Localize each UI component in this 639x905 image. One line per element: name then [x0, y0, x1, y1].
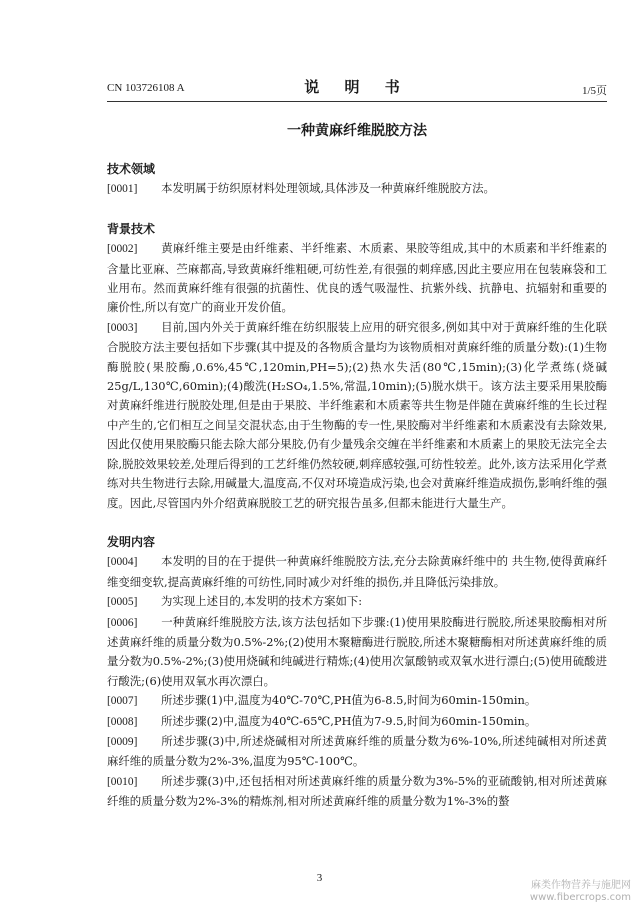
header-divider: [107, 101, 607, 102]
document-title: 一种黄麻纤维脱胶方法: [287, 123, 427, 139]
paragraph-text: 一种黄麻纤维脱胶方法,该方法包括如下步骤:(1)使用果胶酶进行脱胶,所述果胶酶相对所述黄麻纤维的质量分数为0.5%-2%;(2)使用木聚糖酶进行脱胶,所述木聚糖酶相对所述黄麻纤维的质量分数为0.5%-2%;(3)使用烧碱和纯碱进行精炼;(4)使用次氯酸钠或双氧水进行漂白;(5)使用硫酸进行酸洗;(6)使用双氧水再次漂白。: [107, 614, 607, 688]
paragraph-0005: [107, 592, 607, 612]
paragraph-text: 所述步骤(2)中,温度为40℃-65℃,PH值为7-9.5,时间为60min-150min。: [161, 713, 537, 728]
document-body: [107, 160, 607, 812]
section-title: 说 明 书: [304, 78, 410, 96]
watermark: [530, 880, 631, 904]
paragraph-text: 所述步骤(3)中,还包括相对所述黄麻纤维的质量分数为3%-5%的亚硫酸钠,相对所述黄麻纤维的质量分数为2%-3%的精炼剂,相对所述黄麻纤维的质量分数为1%-3%的螯: [107, 773, 607, 809]
paragraph-0004: [107, 552, 607, 592]
paragraph-0006: [107, 613, 607, 692]
paragraph-number: [0005]: [107, 596, 138, 609]
paragraph-text: 所述步骤(1)中,温度为40℃-70℃,PH值为6-8.5,时间为60min-150min。: [161, 693, 537, 708]
heading-tech-field: 技术领域: [107, 162, 156, 176]
paragraph-text: 黄麻纤维主要是由纤维素、半纤维素、木质素、果胶等组成,其中的木质素和半纤维素的含量比亚麻、苎麻都高,导致黄麻纤维粗硬,可纺性差,有很强的刺痒感,因此主要应用在包装麻袋和工业用布。然而黄麻纤维有很强的抗菌性、优良的透气吸湿性、抗紫外线、抗静电、抗辐射和重要的廉价性,所以有宽广的商业开发价值。: [107, 241, 607, 315]
paragraph-0010: [107, 772, 607, 812]
paragraph-number: [0001]: [107, 183, 138, 196]
paragraph-number: [0004]: [107, 556, 138, 569]
paragraph-0001: [107, 179, 607, 199]
paragraph-number: [0002]: [107, 243, 138, 256]
paragraph-0007: [107, 691, 607, 711]
paragraph-text: 为实现上述目的,本发明的技术方案如下:: [161, 594, 363, 609]
paragraph-number: [0007]: [107, 695, 138, 708]
paragraph-number: [0010]: [107, 775, 138, 788]
page-number: 3: [316, 872, 323, 884]
paragraph-text: 本发明属于纺织原材料处理领域,具体涉及一种黄麻纤维脱胶方法。: [161, 181, 495, 196]
watermark-url: www.fibercrops.com: [529, 892, 631, 903]
paragraph-text: 本发明的目的在于提供一种黄麻纤维脱胶方法,充分去除黄麻纤维中的 共生物,使得黄麻纤维变细变软,提高黄麻纤维的可纺性,同时减少对纤维的损伤,并且降低污染排放。: [107, 554, 607, 589]
heading-background: 背景技术: [107, 221, 156, 236]
paragraph-0002: [107, 239, 607, 318]
heading-invention: 发明内容: [107, 534, 156, 549]
paragraph-number: [0003]: [107, 321, 138, 334]
page-header: [107, 76, 607, 100]
paragraph-text: 目前,国内外关于黄麻纤维在纺织服装上应用的研究很多,例如其中对于黄麻纤维的生化联合脱胶方法主要包括如下步骤(其中提及的各物质含量均为该物质相对黄麻纤维的质量分数):(1)生物酶脱胶(果胶酶,0.6%,45℃,120min,PH=5);(2)热水失活(80℃,15min);(3)化学煮练(烧碱25g/L,130℃,60min);(4)酸洗(H₂SO₄,1.5%,常温,10min);(5)脱水烘干。该方法主要采用果胶酶对黄麻纤维进行脱胶处理,但是由于果胶、半纤维素和木质素等共生物是伴随在黄麻纤维的生长过程中产生的,它们相互之间呈交混状态,由于生物酶的专一性,果胶酶对半纤维素和木质素没有去除效果,因此仅使用果胶酶只能去除大部分果胶,仍有少量残余交缠在半纤维素和木质素上的果胶无法完全去除,脱胶效果较差,处理后得到的工艺纤维仍然较硬,刺痒感较强,可纺性较差。此外,该方法采用化学煮练对共生物进行去除,用碱量大,温度高,不仅对环境造成污染,也会对黄麻纤维造成损伤,影响纤维的强度。因此,尽管国内外介绍黄麻脱胶工艺的研究报告虽多,但都未能进行大量生产。: [107, 319, 607, 510]
paragraph-number: [0008]: [107, 715, 138, 728]
doc-number: CN 103726108 A: [107, 82, 185, 94]
page-ratio: 1/5页: [581, 85, 607, 97]
paragraph-0003: [107, 318, 607, 513]
paragraph-0009: [107, 732, 607, 772]
paragraph-number: [0009]: [107, 735, 138, 748]
paragraph-text: 所述步骤(3)中,所述烧碱相对所述黄麻纤维的质量分数为6%-10%,所述纯碱相对所述黄麻纤维的质量分数为2%-3%,温度为95℃-100℃。: [107, 733, 607, 769]
watermark-title: 麻类作物营养与施肥网: [531, 880, 631, 891]
paragraph-number: [0006]: [107, 616, 138, 629]
paragraph-0008: [107, 712, 607, 732]
